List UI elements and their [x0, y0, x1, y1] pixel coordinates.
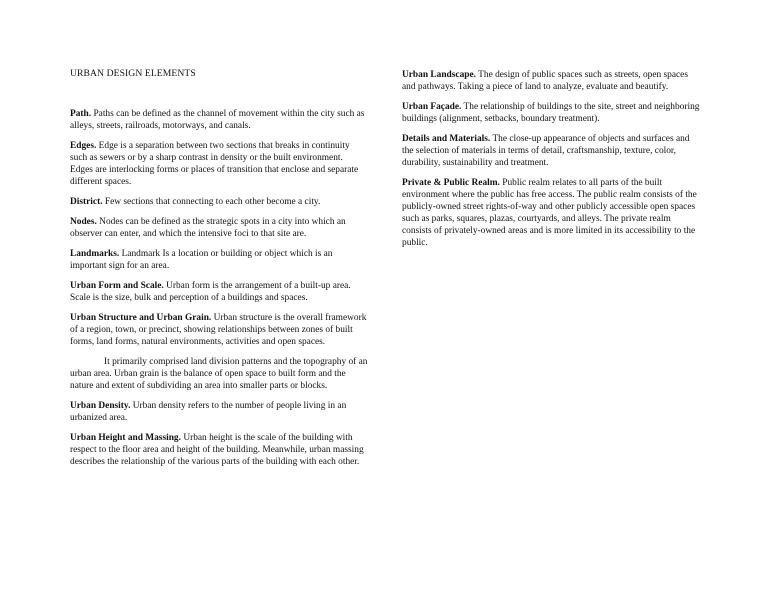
paragraph-urban-landscape	[402, 69, 700, 93]
definition-urban-landscape: The design of public spaces such as streets, open spaces and pathways. Taking a piece of land to analyze, evaluate and beautify.	[402, 70, 688, 92]
definition-urban-facade: The relationship of buildings to the site, street and neighboring buildings (alignment, setbacks, boundary treatment).	[402, 102, 700, 124]
term-urban-density: Urban Density.	[70, 401, 131, 411]
term-urban-landscape: Urban Landscape.	[402, 70, 476, 80]
term-landmarks: Landmarks.	[70, 249, 120, 259]
paragraph-landmarks	[70, 248, 368, 272]
definition-urban-form-scale: Urban form is the arrangement of a built-up area. Scale is the size, bulk and perception of a buildings and spaces.	[70, 281, 351, 303]
paragraph-nodes	[70, 216, 368, 240]
left-column	[70, 68, 368, 476]
paragraph-district	[70, 196, 368, 208]
definition-urban-height-massing: Urban height is the scale of the building with respect to the floor area and height of the building. Meanwhile, urban massing describes the relationship of the various parts of the building with each other.	[70, 433, 364, 467]
term-path: Path.	[70, 109, 92, 119]
definition-path: Paths can be defined as the channel of movement within the city such as alleys, streets, railroads, motorways, and canals.	[70, 109, 365, 131]
definition-urban-structure-grain: Urban structure is the overall framework of a region, town, or precinct, showing relationships between zones of built forms, land forms, natural environments, activities and open spaces.	[70, 313, 367, 347]
definition-landmarks: Landmark Is a location or building or object which is an important sign for an area.	[70, 249, 333, 271]
paragraph-urban-density	[70, 400, 368, 424]
term-details-materials: Details and Materials.	[402, 134, 491, 144]
term-nodes: Nodes.	[70, 217, 97, 227]
definition-urban-grain-continued: It primarily comprised land division patterns and the topography of an urban area. Urban grain is the balance of open space to built form and the nature and extent of subdividing an area into smaller parts or blocks.	[70, 357, 368, 391]
definition-district: Few sections that connecting to each other become a city.	[102, 197, 321, 207]
document-title: URBAN DESIGN ELEMENTS	[70, 68, 196, 79]
paragraph-urban-structure-grain	[70, 312, 368, 348]
paragraph-urban-height-massing	[70, 432, 368, 468]
term-private-public-realm: Private & Public Realm.	[402, 178, 500, 188]
paragraph-urban-facade	[402, 101, 700, 125]
term-urban-facade: Urban Façade.	[402, 102, 462, 112]
right-column	[402, 69, 700, 257]
definition-private-public-realm: Public realm relates to all parts of the built environment where the public has free access. The public realm consists of the publicly-owned street rights-of-way and other publicly accessible open spaces such as parks, squares, plazas, courtyards, and alleys. The private realm consists of privately-owned areas and is more limited in its accessibility to the public.	[402, 178, 697, 248]
paragraph-details-materials	[402, 133, 700, 169]
definition-edges: Edge is a separation between two sections that breaks in continuity such as sewers or by a sharp contrast in density or the built environment. Edges are interlocking forms or places of transition that enclose and separate different spaces.	[70, 141, 359, 187]
term-urban-height-massing: Urban Height and Massing.	[70, 433, 181, 443]
term-district: District.	[70, 197, 103, 207]
paragraph-urban-form-scale	[70, 280, 368, 304]
term-edges: Edges.	[70, 141, 97, 151]
paragraph-urban-grain-continued	[70, 356, 368, 392]
term-urban-form-scale: Urban Form and Scale.	[70, 281, 164, 291]
definition-urban-density: Urban density refers to the number of people living in an urbanized area.	[70, 401, 347, 423]
term-urban-structure-grain: Urban Structure and Urban Grain.	[70, 313, 212, 323]
paragraph-path	[70, 108, 368, 132]
paragraph-private-public-realm	[402, 177, 700, 249]
definition-nodes: Nodes can be defined as the strategic spots in a city into which an observer can enter, and which the intensive foci to that site are.	[70, 217, 346, 239]
definition-details-materials: The close-up appearance of objects and surfaces and the selection of materials in terms of detail, craftsmanship, texture, color, durability, sustainability and treatment.	[402, 134, 690, 168]
paragraph-edges	[70, 140, 368, 188]
